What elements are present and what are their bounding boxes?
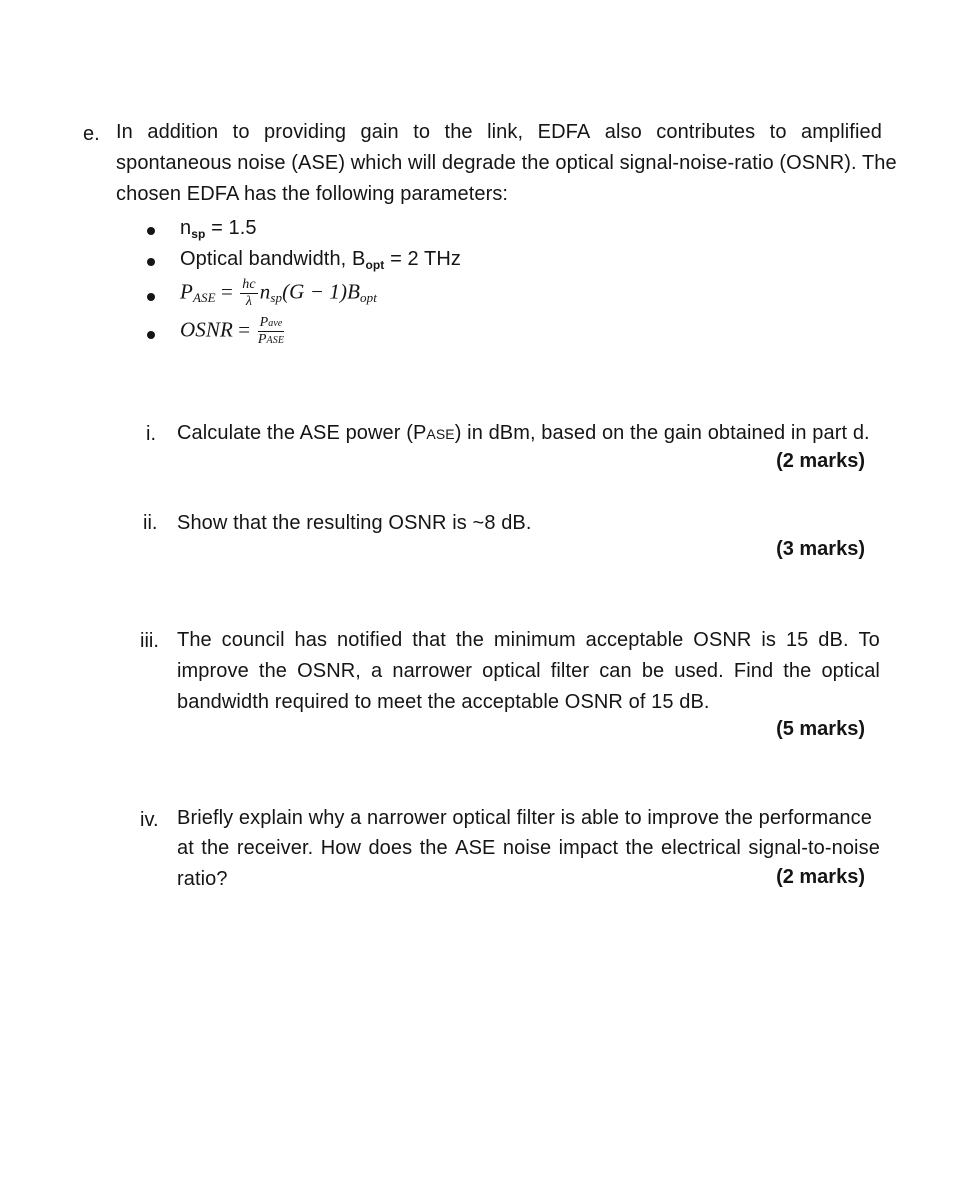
word: at [177,837,194,859]
question-iii-label: iii. [140,630,159,652]
question-ii-marks: (3 marks) [776,538,865,560]
intro-line-1 [116,119,882,145]
question-i-label: i. [146,423,156,445]
word: 15 [785,629,809,651]
word: ASE [455,837,496,859]
word: electrical [661,837,741,859]
word: impact [558,837,619,859]
question-iv-line-1: Briefly explain why a narrower optical filter is able to improve the performance [177,807,872,829]
question-ii-label: ii. [143,512,158,534]
word: contributes [656,121,756,143]
word: link, [487,121,524,143]
word: has [294,629,328,651]
word: a [371,660,383,682]
word: optical [821,660,880,682]
word: that [412,629,446,651]
word: council [221,629,285,651]
fraction-hc-lambda: $\frac{hc}{\lambda}$ [242,277,256,309]
bullet [147,258,155,266]
word: is [761,629,777,651]
question-iv-line-2 [177,835,880,861]
word: filter [550,660,590,682]
word: used. [674,660,724,682]
param-nsp: $n_{sp} = 1.5$ [180,217,257,241]
word: the [419,837,448,859]
word: notified [337,629,403,651]
bullet [147,293,155,301]
word: the [444,121,473,143]
word: OSNR [693,629,752,651]
word: can [599,660,632,682]
word: To [858,629,880,651]
word: EDFA [537,121,591,143]
word: does [368,837,413,859]
word: In [116,121,133,143]
word: improve [177,660,249,682]
part-e-label: e. [83,123,100,145]
param-bandwidth: Optical bandwidth, $B_{opt} = 2$ THz [180,248,461,272]
word: narrower [392,660,473,682]
bullet [147,227,155,235]
intro-line-3: chosen EDFA has the following parameters: [116,183,509,205]
bullet [147,331,155,339]
intro-line-2: spontaneous noise (ASE) which will degrade the optical signal-noise-ratio (OSNR). The [116,152,897,174]
word: be [641,660,665,682]
word: the [625,837,654,859]
question-i-text: Calculate the ASE power (PASE) in dBm, based on the gain obtained in part d. [177,422,870,444]
word: addition [147,121,219,143]
question-iv-label: iv. [140,809,159,831]
word: also [604,121,642,143]
question-iii-marks: (5 marks) [776,718,865,740]
word: noise [502,837,552,859]
word: gain [360,121,399,143]
word: How [320,837,362,859]
question-iv-marks: (2 marks) [776,866,865,888]
word: to [413,121,431,143]
word: providing [264,121,347,143]
word: acceptable [585,629,684,651]
question-iii-line-1 [177,627,880,653]
equation-osnr: OSNR = $\frac{\text{Pave}}{\text{PASE}}$ [180,315,285,347]
word: amplified [801,121,882,143]
fraction-pave-pase: $\frac{\text{Pave}}{\text{PASE}}$ [257,315,285,347]
question-iii-line-3: bandwidth required to meet the acceptable OSNR of 15 dB. [177,691,710,713]
question-ii-text: Show that the resulting OSNR is ~8 dB. [177,512,532,534]
word: signal-to-noise [748,837,880,859]
word: to [769,121,787,143]
question-iv-line-3: ratio? [177,868,228,890]
word: the [258,660,288,682]
word: the [455,629,484,651]
word: Find [733,660,774,682]
word: to [232,121,250,143]
word: the [201,837,230,859]
equation-pase: PASE = $\frac{hc}{\lambda}$ nsp(G − 1)Bopt [180,277,377,309]
word: the [783,660,812,682]
question-iii-line-2 [177,658,880,684]
word: The [177,629,212,651]
question-i-marks: (2 marks) [776,450,865,472]
word: receiver. [236,837,314,859]
word: OSNR, [297,660,361,682]
word: minimum [493,629,576,651]
word: dB. [818,629,849,651]
word: optical [482,660,541,682]
